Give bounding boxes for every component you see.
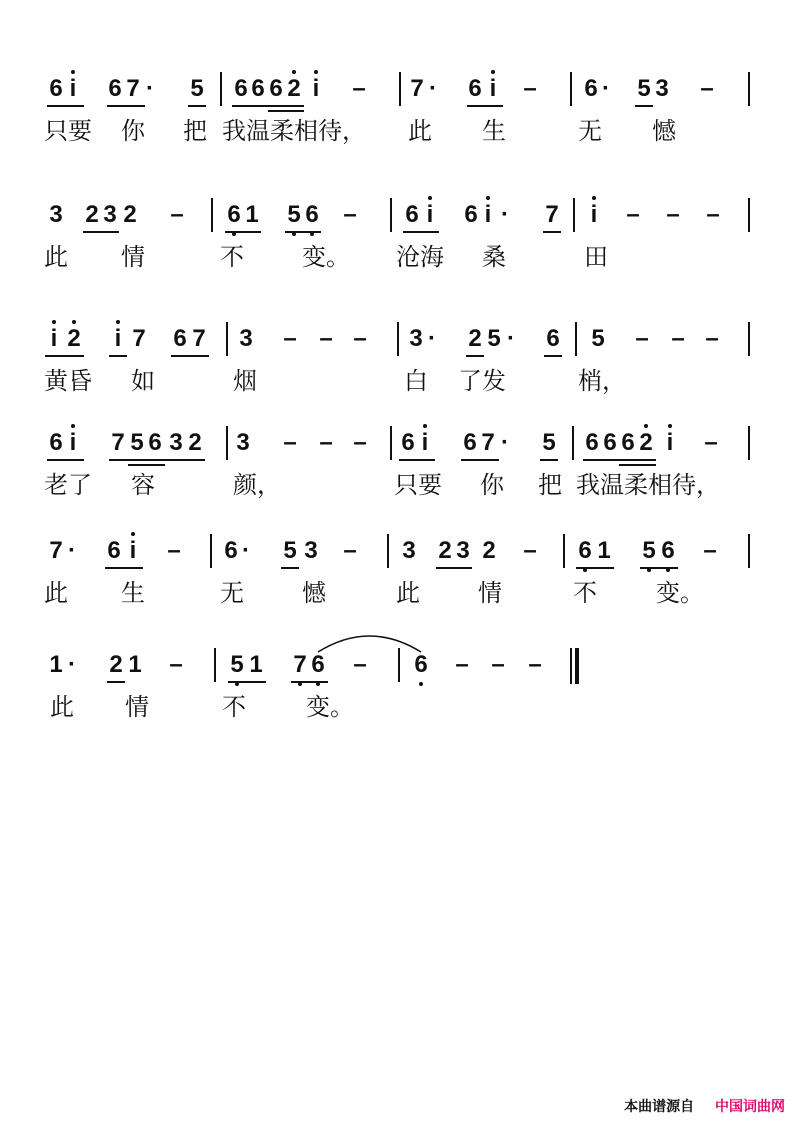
lyric-syllable: 白 — [404, 367, 428, 395]
notation-row — [0, 200, 793, 240]
bar-line — [573, 198, 575, 232]
lyric-syllable: 我温柔相待， — [576, 471, 720, 499]
lyric-syllable: 颜， — [233, 471, 281, 499]
note: 2 — [123, 201, 137, 228]
note: 2 — [188, 429, 202, 456]
lyric-syllable: 田 — [584, 243, 608, 271]
beam-underline — [107, 681, 125, 683]
beam-underline — [619, 464, 656, 466]
notation-row — [0, 74, 793, 114]
note: 1 — [249, 651, 263, 678]
lyrics-row — [0, 470, 793, 506]
sustain-dash: – — [352, 75, 366, 102]
note: 6 — [585, 429, 599, 456]
beam-underline — [403, 231, 439, 233]
lyric-syllable: 把 — [538, 471, 562, 499]
note: 2 — [468, 325, 482, 352]
note: 5 — [283, 537, 297, 564]
note: 6 — [224, 537, 238, 564]
bar-line — [387, 534, 389, 568]
bar-line — [748, 426, 750, 460]
source-label: 本曲谱源自 — [624, 1099, 695, 1115]
lyric-syllable: 桑 — [482, 243, 506, 271]
sustain-dash: – — [319, 429, 333, 456]
dot-duration: · — [68, 537, 76, 564]
lyric-syllable: 把 — [183, 117, 207, 145]
sustain-dash: – — [523, 75, 537, 102]
note: 5 — [591, 325, 605, 352]
note: 5 — [190, 75, 204, 102]
lyrics-row — [0, 692, 793, 728]
sustain-dash: – — [353, 429, 367, 456]
note: i — [63, 74, 83, 104]
note: 7 — [410, 75, 424, 102]
beam-underline — [281, 567, 299, 569]
lyric-syllable: 无 — [220, 579, 244, 607]
note: 7 — [49, 537, 63, 564]
notation-row — [0, 536, 793, 576]
beam-underline — [543, 231, 561, 233]
note: 5 — [227, 650, 247, 680]
sustain-dash: – — [491, 651, 505, 678]
note: 6 — [584, 75, 598, 102]
note: 5 — [637, 75, 651, 102]
beam-underline — [225, 231, 261, 233]
note: 7 — [481, 429, 495, 456]
note: 6 — [302, 200, 322, 230]
note: 1 — [245, 201, 259, 228]
sustain-dash: – — [706, 201, 720, 228]
sustain-dash: – — [283, 429, 297, 456]
note: 6 — [234, 75, 248, 102]
note: 7 — [126, 75, 140, 102]
note: 6 — [224, 200, 244, 230]
sustain-dash: – — [343, 537, 357, 564]
sustain-dash: – — [343, 201, 357, 228]
notation-row — [0, 650, 793, 690]
bar-line — [210, 534, 212, 568]
beam-underline — [228, 681, 266, 683]
dot-duration: · — [602, 75, 610, 102]
lyric-syllable: 黄昏 — [44, 367, 92, 395]
bar-line — [399, 72, 401, 106]
sustain-dash: – — [626, 201, 640, 228]
sustain-dash: – — [635, 325, 649, 352]
bar-line — [748, 534, 750, 568]
beam-underline — [171, 355, 209, 357]
beam-underline — [291, 681, 328, 683]
lyric-syllable: 变。 — [656, 579, 704, 607]
dot-duration: · — [501, 201, 509, 228]
note: 6 — [405, 201, 419, 228]
bar-line — [220, 72, 222, 106]
dot-duration: · — [428, 325, 436, 352]
lyric-syllable: 此 — [50, 693, 74, 721]
source-credit — [624, 1096, 785, 1116]
dot-duration: · — [146, 75, 154, 102]
note: 6 — [173, 325, 187, 352]
note: 6 — [269, 75, 283, 102]
final-bar-line — [570, 648, 579, 684]
note: i — [306, 74, 326, 104]
note: i — [63, 428, 83, 458]
note: 3 — [236, 429, 250, 456]
note: 6 — [464, 201, 478, 228]
beam-underline — [467, 105, 503, 107]
lyric-syllable: 变。 — [302, 243, 350, 271]
note: 3 — [304, 537, 318, 564]
note: 2 — [438, 537, 452, 564]
bar-line — [572, 426, 574, 460]
sustain-dash: – — [455, 651, 469, 678]
beam-underline — [576, 567, 614, 569]
beam-underline — [466, 355, 484, 357]
note: i — [584, 200, 604, 230]
note: 2 — [64, 324, 84, 354]
lyric-syllable: 沧海 — [396, 243, 444, 271]
note: 6 — [468, 75, 482, 102]
note: 6 — [308, 650, 328, 680]
lyrics-row — [0, 242, 793, 278]
note: 6 — [108, 75, 122, 102]
beam-underline — [635, 105, 653, 107]
note: i — [420, 200, 440, 230]
dot-duration: · — [501, 429, 509, 456]
note: 3 — [103, 201, 117, 228]
lyric-syllable: 憾 — [652, 117, 676, 145]
bar-line — [748, 72, 750, 106]
note: i — [44, 324, 64, 354]
lyric-syllable: 梢， — [578, 367, 626, 395]
sustain-dash: – — [671, 325, 685, 352]
dot-duration: · — [429, 75, 437, 102]
note: 3 — [239, 325, 253, 352]
lyric-syllable: 只要 — [394, 471, 442, 499]
note: 1 — [128, 651, 142, 678]
lyric-syllable: 老了 — [44, 471, 92, 499]
lyric-syllable: 此 — [408, 117, 432, 145]
note: 7 — [290, 650, 310, 680]
sustain-dash: – — [319, 325, 333, 352]
beam-underline — [544, 355, 562, 357]
note: 6 — [49, 75, 63, 102]
lyric-syllable: 情 — [478, 579, 502, 607]
note: i — [415, 428, 435, 458]
notation-row — [0, 324, 793, 364]
note: 3 — [409, 325, 423, 352]
sustain-dash: – — [167, 537, 181, 564]
sustain-dash: – — [523, 537, 537, 564]
note: 6 — [251, 75, 265, 102]
note: 6 — [411, 650, 431, 680]
note: 7 — [545, 201, 559, 228]
notation-row — [0, 428, 793, 468]
note: 2 — [636, 428, 656, 458]
sustain-dash: – — [666, 201, 680, 228]
beam-underline — [109, 355, 127, 357]
beam-underline — [583, 459, 656, 461]
lyric-syllable: 此 — [396, 579, 420, 607]
note: 2 — [109, 651, 123, 678]
beam-underline — [45, 355, 84, 357]
note: i — [660, 428, 680, 458]
note: 3 — [456, 537, 470, 564]
note: 2 — [85, 201, 99, 228]
lyric-syllable: 此 — [44, 579, 68, 607]
beam-underline — [540, 459, 558, 461]
lyric-syllable: 烟 — [233, 367, 257, 395]
note: 6 — [603, 429, 617, 456]
bar-line — [214, 648, 216, 682]
bar-line — [575, 322, 577, 356]
beam-underline — [436, 567, 472, 569]
beam-underline — [83, 231, 119, 233]
note: 2 — [482, 537, 496, 564]
note: 5 — [487, 325, 501, 352]
bar-line — [390, 198, 392, 232]
sustain-dash: – — [700, 75, 714, 102]
sustain-dash: – — [528, 651, 542, 678]
note: 6 — [148, 429, 162, 456]
bar-line — [570, 72, 572, 106]
sustain-dash: – — [169, 651, 183, 678]
bar-line — [748, 322, 750, 356]
note: 6 — [575, 536, 595, 566]
bar-line — [563, 534, 565, 568]
note: 6 — [401, 429, 415, 456]
note: 7 — [132, 325, 146, 352]
lyrics-row — [0, 116, 793, 152]
dot-duration: · — [242, 537, 250, 564]
lyric-syllable: 此 — [44, 243, 68, 271]
lyrics-row — [0, 578, 793, 614]
lyric-syllable: 如 — [131, 367, 155, 395]
note: 3 — [655, 75, 669, 102]
note: 3 — [49, 201, 63, 228]
note: 6 — [621, 429, 635, 456]
beam-underline — [285, 231, 321, 233]
lyric-syllable: 不 — [573, 579, 597, 607]
dot-duration: · — [507, 325, 515, 352]
note: i — [483, 74, 503, 104]
lyric-syllable: 我温柔相待， — [222, 117, 366, 145]
beam-underline — [188, 105, 206, 107]
lyrics-row — [0, 366, 793, 402]
lyric-syllable: 情 — [125, 693, 149, 721]
beam-underline — [232, 105, 304, 107]
bar-line — [390, 426, 392, 460]
lyric-syllable: 不 — [220, 243, 244, 271]
note: 2 — [284, 74, 304, 104]
note: 1 — [49, 651, 63, 678]
note: 6 — [463, 429, 477, 456]
beam-underline — [268, 110, 304, 112]
lyric-syllable: 变。 — [306, 693, 354, 721]
note: 3 — [402, 537, 416, 564]
note: 6 — [546, 325, 560, 352]
lyric-syllable: 不 — [222, 693, 246, 721]
sustain-dash: – — [353, 651, 367, 678]
beam-underline — [399, 459, 435, 461]
lyric-syllable: 了发 — [458, 367, 506, 395]
lyric-syllable: 你 — [121, 117, 145, 145]
note: i — [108, 324, 128, 354]
note: 5 — [130, 429, 144, 456]
note: 6 — [49, 429, 63, 456]
source-site-link[interactable]: 中国词曲网 — [715, 1099, 785, 1115]
lyric-syllable: 生 — [121, 579, 145, 607]
dot-duration: · — [68, 651, 76, 678]
beam-underline — [105, 567, 143, 569]
note: 5 — [284, 200, 304, 230]
note: 5 — [542, 429, 556, 456]
bar-line — [211, 198, 213, 232]
bar-line — [226, 322, 228, 356]
beam-underline — [107, 105, 145, 107]
lyric-syllable: 情 — [121, 243, 145, 271]
note: 5 — [639, 536, 659, 566]
lyric-syllable: 无 — [578, 117, 602, 145]
beam-underline — [47, 459, 84, 461]
note: 3 — [169, 429, 183, 456]
note: 6 — [107, 537, 121, 564]
sustain-dash: – — [705, 325, 719, 352]
lyric-syllable: 生 — [482, 117, 506, 145]
beam-underline — [461, 459, 499, 461]
sustain-dash: – — [170, 201, 184, 228]
tie-arc — [313, 626, 426, 656]
bar-line — [397, 322, 399, 356]
note: 7 — [192, 325, 206, 352]
note: 1 — [597, 537, 611, 564]
lyric-syllable: 容 — [131, 471, 155, 499]
note: 7 — [111, 429, 125, 456]
sustain-dash: – — [353, 325, 367, 352]
lyric-syllable: 你 — [480, 471, 504, 499]
sustain-dash: – — [703, 537, 717, 564]
sustain-dash: – — [283, 325, 297, 352]
lyric-syllable: 憾 — [302, 579, 326, 607]
beam-underline — [640, 567, 678, 569]
note: i — [123, 536, 143, 566]
bar-line — [226, 426, 228, 460]
note: i — [478, 200, 498, 230]
lyric-syllable: 只要 — [44, 117, 92, 145]
sustain-dash: – — [704, 429, 718, 456]
beam-underline — [109, 459, 205, 461]
beam-underline — [47, 105, 84, 107]
note: 6 — [658, 536, 678, 566]
bar-line — [748, 198, 750, 232]
beam-underline — [128, 464, 165, 466]
